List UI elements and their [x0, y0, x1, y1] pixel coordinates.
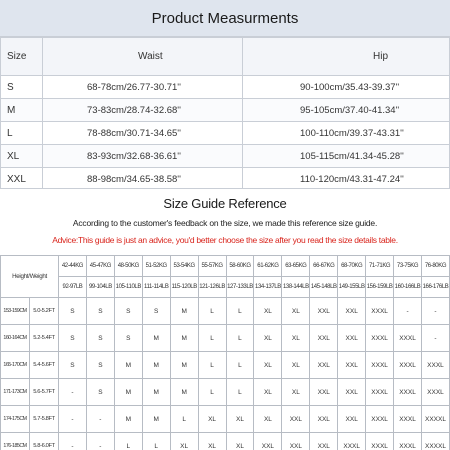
size-guide-table [0, 255, 450, 450]
size-recommendation-cell: XL [198, 406, 226, 433]
height-cm-cell: 174-175CM [1, 406, 30, 433]
size-recommendation-cell: - [59, 379, 87, 406]
section-divider [0, 188, 450, 193]
height-ft-cell: 5.4-5.6FT [30, 352, 59, 379]
height-cm-cell: 165-170CM [1, 352, 30, 379]
size-recommendation-cell: XXXL [394, 406, 422, 433]
weight-lb-cell: 105-110LB [114, 277, 142, 298]
size-recommendation-cell: XL [254, 379, 282, 406]
weight-kg-cell: 61-62KG [254, 256, 282, 277]
weight-lb-cell: 160-166LB [394, 277, 422, 298]
size-recommendation-cell: S [59, 352, 87, 379]
table-row [1, 298, 450, 325]
weight-kg-cell: 68-70KG [338, 256, 366, 277]
size-recommendation-cell: XXL [310, 433, 338, 450]
table-row [1, 76, 450, 99]
size-recommendation-cell: XXL [282, 406, 310, 433]
table-row [1, 325, 450, 352]
weight-kg-cell: 71-71KG [366, 256, 394, 277]
weight-kg-cell: 58-60KG [226, 256, 254, 277]
size-recommendation-cell: L [170, 406, 198, 433]
size-recommendation-cell: S [86, 379, 114, 406]
weight-lb-cell: 121-126LB [198, 277, 226, 298]
height-ft-cell: 5.6-5.7FT [30, 379, 59, 406]
size-recommendation-cell: M [142, 325, 170, 352]
weight-kg-cell: 55-57KG [198, 256, 226, 277]
size-recommendation-cell: - [59, 433, 87, 450]
weight-kg-row [1, 256, 450, 277]
table-row [1, 352, 450, 379]
height-cm-cell: 171-173CM [1, 379, 30, 406]
size-recommendation-cell: XXL [310, 325, 338, 352]
weight-kg-cell: 63-65KG [282, 256, 310, 277]
weight-lb-cell: 145-148LB [310, 277, 338, 298]
waist-cell: 68-78cm/26.77-30.71'' [43, 76, 243, 99]
header-size: Size [1, 38, 43, 76]
weight-kg-cell: 48-50KG [114, 256, 142, 277]
weight-lb-cell: 134-137LB [254, 277, 282, 298]
size-recommendation-cell: L [226, 379, 254, 406]
size-recommendation-cell: XXXL [366, 433, 394, 450]
size-recommendation-cell: XXXL [338, 433, 366, 450]
weight-lb-cell: 156-159LB [366, 277, 394, 298]
weight-kg-cell: 66-67KG [310, 256, 338, 277]
size-recommendation-cell: XL [282, 298, 310, 325]
size-recommendation-cell: M [142, 352, 170, 379]
guide-advice-text: Advice:This guide is just an advice, you'd better choose the size after you read the size details table. [52, 235, 398, 245]
size-recommendation-cell: XL [282, 379, 310, 406]
weight-lb-cell: 166-176LB [421, 277, 449, 298]
size-recommendation-cell: L [198, 379, 226, 406]
weight-kg-cell: 45-47KG [86, 256, 114, 277]
size-recommendation-cell: M [114, 379, 142, 406]
size-recommendation-cell: XL [254, 352, 282, 379]
weight-lb-cell: 138-144LB [282, 277, 310, 298]
size-recommendation-cell: L [198, 298, 226, 325]
height-weight-header: Height/Weight [1, 256, 59, 298]
size-recommendation-cell: XL [170, 433, 198, 450]
weight-kg-cell: 51-52KG [142, 256, 170, 277]
weight-lb-cell: 99-104LB [86, 277, 114, 298]
size-recommendation-cell: L [226, 352, 254, 379]
height-ft-cell: 5.2-5.4FT [30, 325, 59, 352]
size-recommendation-cell: XXL [338, 325, 366, 352]
size-recommendation-cell: S [59, 325, 87, 352]
size-recommendation-cell: XL [282, 352, 310, 379]
weight-kg-cell: 73-75KG [394, 256, 422, 277]
table-row [1, 433, 450, 450]
size-recommendation-cell: M [170, 379, 198, 406]
size-recommendation-cell: XXXL [366, 325, 394, 352]
table-row [1, 145, 450, 168]
size-recommendation-cell: L [198, 352, 226, 379]
guide-title: Size Guide Reference [163, 196, 287, 211]
size-recommendation-cell: L [226, 325, 254, 352]
weight-lb-row [1, 277, 450, 298]
waist-cell: 73-83cm/28.74-32.68'' [43, 99, 243, 122]
size-recommendation-cell: M [170, 352, 198, 379]
height-cm-cell: 176-185CM [1, 433, 30, 450]
size-recommendation-cell: L [198, 325, 226, 352]
height-ft-cell: 5.8-6.0FT [30, 433, 59, 450]
size-recommendation-cell: XXL [338, 406, 366, 433]
hip-cell: 90-100cm/35.43-39.37'' [243, 76, 450, 99]
size-recommendation-cell: S [86, 352, 114, 379]
size-recommendation-cell: - [59, 406, 87, 433]
size-recommendation-cell: XXL [310, 406, 338, 433]
size-recommendation-cell: XXXL [394, 433, 422, 450]
size-recommendation-cell: S [142, 298, 170, 325]
size-recommendation-cell: XL [254, 406, 282, 433]
size-recommendation-cell: L [142, 433, 170, 450]
size-recommendation-cell: L [226, 298, 254, 325]
hip-cell: 100-110cm/39.37-43.31'' [243, 122, 450, 145]
table-row [1, 99, 450, 122]
waist-cell: 88-98cm/34.65-38.58'' [43, 168, 243, 191]
size-recommendation-cell: S [114, 298, 142, 325]
size-recommendation-cell: XXL [310, 298, 338, 325]
size-recommendation-cell: XXXXL [421, 433, 449, 450]
size-recommendation-cell: XXXL [366, 379, 394, 406]
size-recommendation-cell: L [114, 433, 142, 450]
waist-cell: 78-88cm/30.71-34.65'' [43, 122, 243, 145]
weight-kg-cell: 42-44KG [59, 256, 87, 277]
weight-kg-cell: 76-80KG [421, 256, 449, 277]
size-recommendation-cell: XXXL [394, 325, 422, 352]
size-recommendation-cell: - [394, 298, 422, 325]
size-recommendation-cell: S [114, 325, 142, 352]
weight-lb-cell: 92-97LB [59, 277, 87, 298]
hip-cell: 95-105cm/37.40-41.34'' [243, 99, 450, 122]
table-row [1, 379, 450, 406]
size-recommendation-cell: XL [226, 406, 254, 433]
size-cell: S [1, 76, 43, 99]
size-recommendation-cell: XXXL [421, 379, 449, 406]
size-recommendation-cell: XL [198, 433, 226, 450]
table-row [1, 122, 450, 145]
size-recommendation-cell: XL [254, 325, 282, 352]
weight-lb-cell: 111-114LB [142, 277, 170, 298]
size-recommendation-cell: M [170, 298, 198, 325]
measurements-title: Product Measurments [0, 0, 450, 37]
size-recommendation-cell: XXXL [366, 352, 394, 379]
size-recommendation-cell: XXL [338, 379, 366, 406]
size-cell: L [1, 122, 43, 145]
size-cell: XL [1, 145, 43, 168]
size-recommendation-cell: S [86, 325, 114, 352]
size-recommendation-cell: - [421, 298, 449, 325]
size-recommendation-cell: XXXL [366, 298, 394, 325]
height-cm-cell: 153-159CM [1, 298, 30, 325]
table-row [1, 406, 450, 433]
size-cell: M [1, 99, 43, 122]
waist-cell: 83-93cm/32.68-36.61'' [43, 145, 243, 168]
size-recommendation-cell: XXXL [394, 379, 422, 406]
size-recommendation-cell: XXL [254, 433, 282, 450]
size-recommendation-cell: M [114, 406, 142, 433]
size-recommendation-cell: XL [226, 433, 254, 450]
weight-lb-cell: 127-133LB [226, 277, 254, 298]
hip-cell: 110-120cm/43.31-47.24'' [243, 168, 450, 191]
weight-lb-cell: 115-120LB [170, 277, 198, 298]
guide-feedback-text: According to the customer's feedback on the size, we made this reference size guide. [72, 218, 378, 228]
size-recommendation-cell: S [86, 298, 114, 325]
size-recommendation-cell: M [170, 325, 198, 352]
size-recommendation-cell: M [142, 406, 170, 433]
size-recommendation-cell: XXL [282, 433, 310, 450]
size-recommendation-cell: XXXXL [421, 406, 449, 433]
size-recommendation-cell: - [421, 325, 449, 352]
size-recommendation-cell: - [86, 406, 114, 433]
size-recommendation-cell: - [86, 433, 114, 450]
size-recommendation-cell: M [114, 352, 142, 379]
weight-kg-cell: 53-54KG [170, 256, 198, 277]
size-recommendation-cell: XXXL [421, 352, 449, 379]
size-recommendation-cell: XXL [338, 352, 366, 379]
header-hip: Hip [243, 38, 450, 76]
height-ft-cell: 5.7-5.8FT [30, 406, 59, 433]
measurements-header-row [1, 38, 450, 76]
weight-lb-cell: 149-155LB [338, 277, 366, 298]
size-recommendation-cell: XXXL [394, 352, 422, 379]
size-recommendation-cell: S [59, 298, 87, 325]
size-recommendation-cell: XL [282, 325, 310, 352]
height-cm-cell: 160-164CM [1, 325, 30, 352]
hip-cell: 105-115cm/41.34-45.28'' [243, 145, 450, 168]
size-recommendation-cell: XXL [310, 379, 338, 406]
header-waist: Waist [43, 38, 243, 76]
measurements-table [0, 37, 450, 191]
height-ft-cell: 5.0-5.2FT [30, 298, 59, 325]
size-recommendation-cell: XXL [338, 298, 366, 325]
size-recommendation-cell: M [142, 379, 170, 406]
size-cell: XXL [1, 168, 43, 191]
size-recommendation-cell: XXL [310, 352, 338, 379]
size-recommendation-cell: XL [254, 298, 282, 325]
size-recommendation-cell: XXXL [366, 406, 394, 433]
